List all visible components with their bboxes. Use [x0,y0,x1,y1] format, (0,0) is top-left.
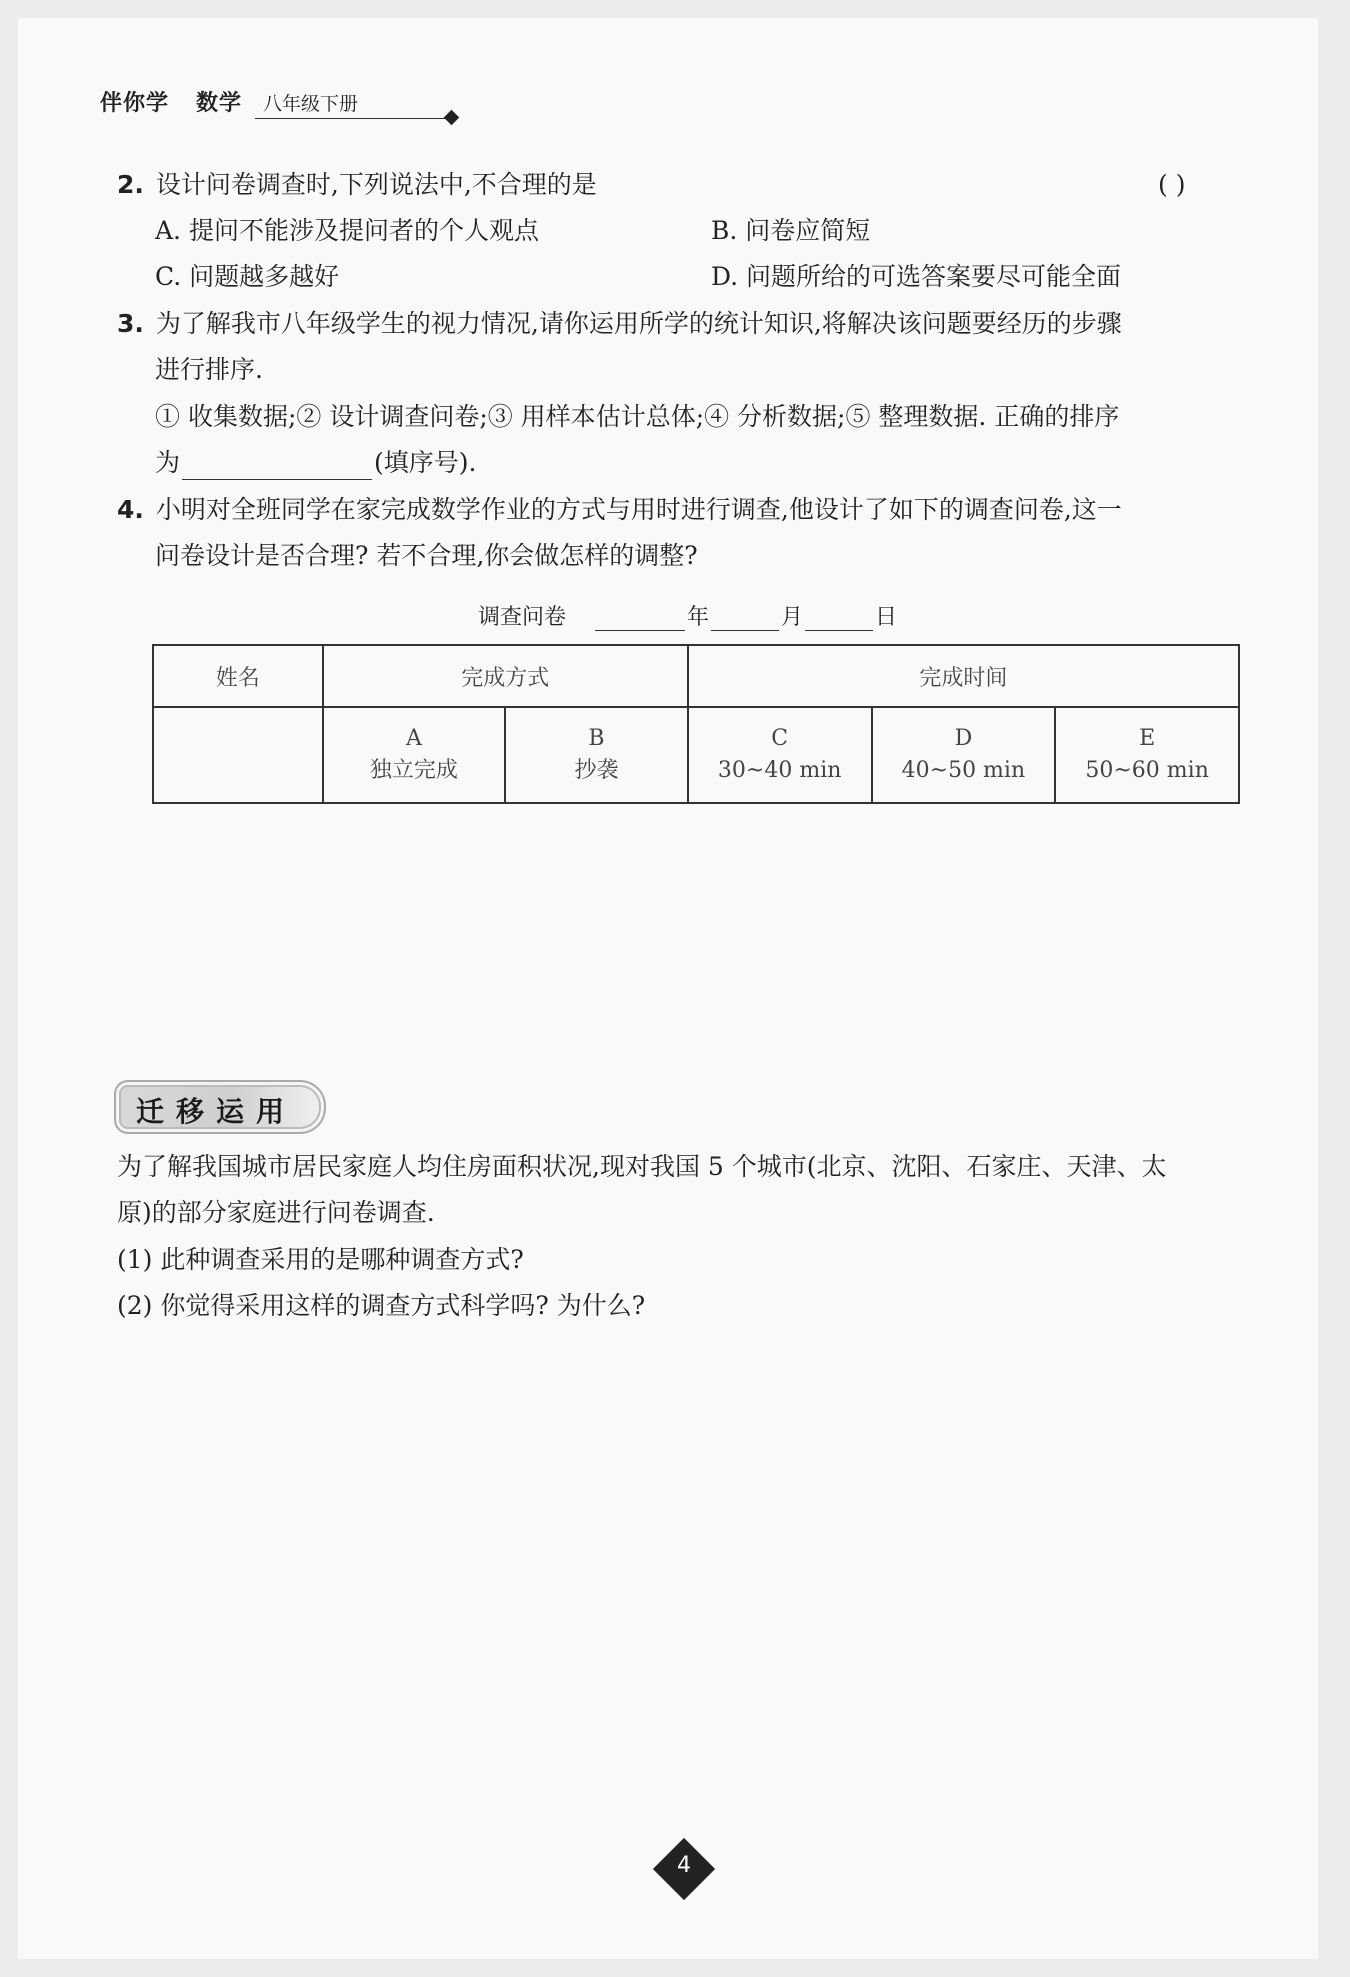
section-sub-question-2: (2) 你觉得采用这样的调查方式科学吗? 为什么? [117,1291,646,1320]
subject-title: 数学 [196,91,243,116]
option-letter: E [1139,726,1156,751]
q2-option-c: C. 问题越多越好 [155,262,340,291]
section-sub-question-1: (1) 此种调查采用的是哪种调查方式? [117,1245,524,1274]
q4-line2: 问卷设计是否合理? 若不合理,你会做怎样的调整? [155,541,698,570]
survey-title: 调查问卷 [478,605,567,630]
option-desc: 50~60 min [1085,758,1209,783]
q3-line3: ① 收集数据;② 设计调查问卷;③ 用样本估计总体;④ 分析数据;⑤ 整理数据. 正确的排序 [155,402,1120,431]
col-name-header: 姓名 [153,645,323,707]
q2-number: 2. [117,170,144,199]
option-letter: D [954,726,973,751]
survey-year-blank[interactable] [595,604,685,631]
q2-stem [117,168,597,202]
q3-number: 3. [117,309,144,338]
survey-title-line [478,600,897,631]
col-method-header: 完成方式 [323,645,688,707]
q2-option-b: B. 问卷应简短 [711,216,871,245]
option-desc: 40~50 min [901,758,1026,783]
q2-answer-paren: ( ) [1158,170,1186,199]
q3-answer-blank[interactable] [182,449,372,480]
survey-day-label: 日 [875,605,898,630]
section-para-line2: 原)的部分家庭进行问卷调查. [117,1198,435,1227]
q4-line1: 小明对全班同学在家完成数学作业的方式与用时进行调查,他设计了如下的调查问卷,这一 [155,495,1122,524]
header-rule [255,118,455,119]
survey-options-row [153,707,1239,803]
name-cell[interactable] [153,707,323,803]
q3-line4 [155,446,476,480]
option-a-cell[interactable] [323,707,506,803]
option-desc: 30~40 min [717,758,842,783]
option-letter: B [588,726,605,751]
q3-line4-prefix: 为 [155,448,181,477]
option-c-cell[interactable] [688,707,872,803]
section-title: 迁移运用 [136,1095,297,1128]
option-letter: A [405,726,422,751]
q3-line2: 进行排序. [155,355,263,384]
option-desc: 独立完成 [369,758,458,783]
option-desc: 抄袭 [574,758,619,783]
survey-year-label: 年 [687,605,710,630]
q3-line1: 为了解我市八年级学生的视力情况,请你运用所学的统计知识,将解决该问题要经历的步骤 [155,309,1122,338]
col-time-header: 完成时间 [688,645,1239,707]
survey-day-blank[interactable] [805,604,873,631]
q2-text: 设计问卷调查时,下列说法中,不合理的是 [155,170,597,199]
survey-month-blank[interactable] [711,604,779,631]
grade-label: 八年级下册 [263,93,359,115]
book-header [100,86,358,117]
q4-stem [117,493,1122,527]
book-title: 伴你学 [100,91,170,116]
survey-header-row [153,645,1239,707]
survey-month-label: 月 [781,605,804,630]
q3-stem [117,307,1122,341]
q3-line4-suffix: (填序号). [374,448,477,477]
page-number: 4 [677,1853,691,1878]
q2-option-a: A. 提问不能涉及提问者的个人观点 [155,216,539,245]
option-b-cell[interactable] [505,707,688,803]
q2-option-d: D. 问题所给的可选答案要尽可能全面 [711,262,1122,291]
section-badge [114,1080,326,1134]
section-para-line1: 为了解我国城市居民家庭人均住房面积状况,现对我国 5 个城市(北京、沈阳、石家庄、天津、太 [117,1152,1167,1181]
option-d-cell[interactable] [872,707,1056,803]
survey-table [152,644,1240,804]
option-letter: C [771,726,789,751]
option-e-cell[interactable] [1055,707,1239,803]
q4-number: 4. [117,495,144,524]
